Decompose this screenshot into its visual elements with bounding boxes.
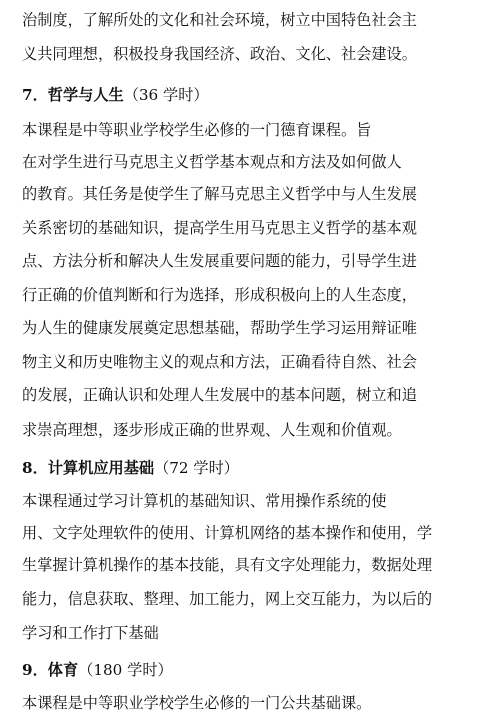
section-number: 9．: [22, 661, 48, 679]
paragraph-line: 学习和工作打下基础: [22, 624, 159, 642]
section-heading: [22, 660, 494, 680]
paragraph-line: 的教育。其任务是使学生了解马克思主义哲学中与人生发展: [22, 185, 417, 203]
paragraph-line: 点、方法分析和解决人生发展重要问题的能力，引导学生进: [22, 252, 417, 270]
section-heading: [22, 458, 494, 478]
paragraph-line: 为人生的健康发展奠定思想基础，帮助学生学习运用辩证唯: [22, 319, 417, 337]
paragraph-line: 求崇高理想，逐步形成正确的世界观、人生观和价值观。: [22, 421, 402, 439]
paragraph-line: 关系密切的基础知识，提高学生用马克思主义哲学的基本观: [22, 219, 417, 237]
section-title: 哲学与人生: [47, 86, 124, 104]
paragraph-line: 用、文字处理软件的使用、计算机网络的基本操作和使用，学: [22, 524, 433, 542]
section-title: 体育: [47, 661, 79, 679]
paragraph-line: 治制度，了解所处的文化和社会环境，树立中国特色社会主: [22, 11, 417, 29]
paragraph-line: 行正确的价值判断和行为选择，形成积极向上的人生态度，: [22, 286, 417, 304]
paragraph-line: 义共同理想，积极投身我国经济、政治、文化、社会建设。: [22, 45, 417, 63]
section-hours: （72 学时）: [154, 459, 239, 477]
section-hours: （180 学时）: [78, 661, 173, 679]
paragraph-line: 能力，信息获取、整理、加工能力，网上交互能力，为以后的: [22, 590, 433, 608]
paragraph-line: 的发展，正确认识和处理人生发展中的基本问题，树立和追: [22, 386, 417, 404]
paragraph-line: 本课程是中等职业学校学生必修的一门德育课程。旨: [22, 121, 372, 139]
section-hours: （36 学时）: [123, 86, 209, 104]
section-number: 8．: [22, 459, 48, 477]
paragraph-line: 物主义和历史唯物主义的观点和方法，正确看待自然、社会: [22, 353, 417, 371]
section-number: 7．: [22, 86, 48, 104]
paragraph-line: 本课程是中等职业学校学生必修的一门公共基础课。: [22, 694, 372, 712]
paragraph-line: 本课程通过学习计算机的基础知识、常用操作系统的使: [22, 492, 387, 510]
paragraph-line: 生掌握计算机操作的基本技能，具有文字处理能力，数据处理: [22, 556, 433, 574]
section-heading: [22, 85, 494, 105]
section-title: 计算机应用基础: [47, 459, 155, 477]
paragraph-line: 在对学生进行马克思主义哲学基本观点和方法及如何做人: [22, 153, 402, 171]
